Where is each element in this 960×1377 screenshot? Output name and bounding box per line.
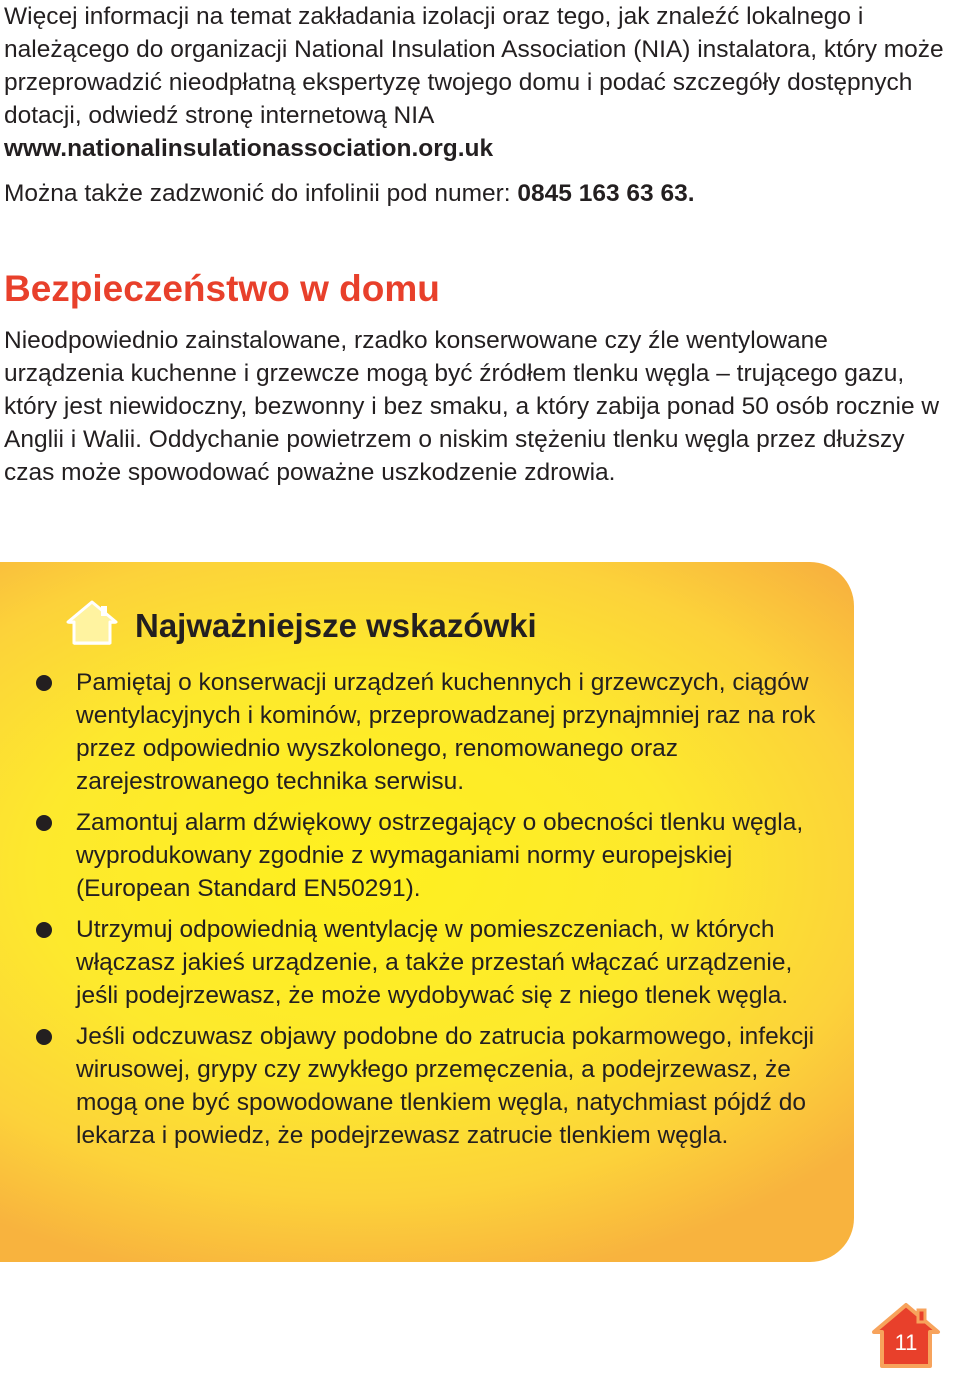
section-heading: Bezpieczeństwo w domu [4, 268, 440, 309]
intro-text: Więcej informacji na temat zakładania izolacji oraz tego, jak znaleźć lokalnego i należącego do organizacji National Insulation Association (NIA) instalatora, który może przeprowadzić nieodpłatną ekspertyzę twojego domu i podać szczegóły dostępnych dotacji, odwiedź stronę internetową NIA [4, 3, 944, 129]
tip-text: Utrzymuj odpowiednią wentylację w pomieszczeniach, w których włączasz jakieś urządzenie, a także przestań włączać urządzenie, jeśli podejrzewasz, że może wydobywać się z niego tlenek węgla. [76, 916, 793, 1009]
nia-website-link[interactable]: www.nationalinsulationassociation.org.uk [4, 135, 494, 162]
bullet-icon [36, 1029, 52, 1045]
tips-box [0, 562, 854, 1262]
intro-block [4, 0, 944, 210]
tip-item [0, 1020, 840, 1152]
tip-item [0, 913, 840, 1012]
house-icon [64, 598, 120, 648]
tip-text: Zamontuj alarm dźwiękowy ostrzegający o obecności tlenku węgla, wyprodukowany zgodnie z wymaganiami normy europejskiej (European Standard EN50291). [76, 809, 804, 902]
tip-text: Jeśli odczuwasz objawy podobne do zatrucia pokarmowego, infekcji wirusowej, grypy czy zwykłego przemęczenia, a podejrzewasz, że mogą one być spowodowane tlenkiem węgla, natychmiast pójdź do lekarza i powiedz, że podejrzewasz zatrucie tlenkiem węgla. [76, 1023, 815, 1149]
bullet-icon [36, 922, 52, 938]
bullet-icon [36, 675, 52, 691]
page-number-badge [868, 1300, 944, 1370]
phone-line [4, 177, 944, 210]
bullet-icon [36, 815, 52, 831]
section-body: Nieodpowiednio zainstalowane, rzadko konserwowane czy źle wentylowane urządzenia kuchenne i grzewcze mogą być źródłem tlenku węgla – trującego gazu, który jest niewidoczny, bezwonny i bez smaku, a który zabija ponad 50 osób rocznie w Anglii i Walii. Oddychanie powietrzem o niskim stężeniu tlenku węgla przez dłuższy czas może spowodować poważne uszkodzenie zdrowia. [4, 327, 940, 486]
intro-paragraph [4, 0, 944, 165]
phone-text: Można także zadzwonić do infolinii pod numer: [4, 180, 518, 207]
tip-item [0, 666, 840, 798]
tip-text: Pamiętaj o konserwacji urządzeń kuchennych i grzewczych, ciągów wentylacyjnych i kominów, przeprowadzanej przynajmniej raz na rok przez odpowiednio wyszkolonego, renomowanego oraz zarejestrowanego technika serwisu. [76, 669, 816, 795]
page-number: 11 [894, 1330, 918, 1355]
tips-title: Najważniejsze wskazówki [135, 607, 537, 644]
tip-item [0, 806, 840, 905]
phone-number: 0845 163 63 63. [517, 180, 695, 207]
tips-list [0, 666, 840, 1160]
